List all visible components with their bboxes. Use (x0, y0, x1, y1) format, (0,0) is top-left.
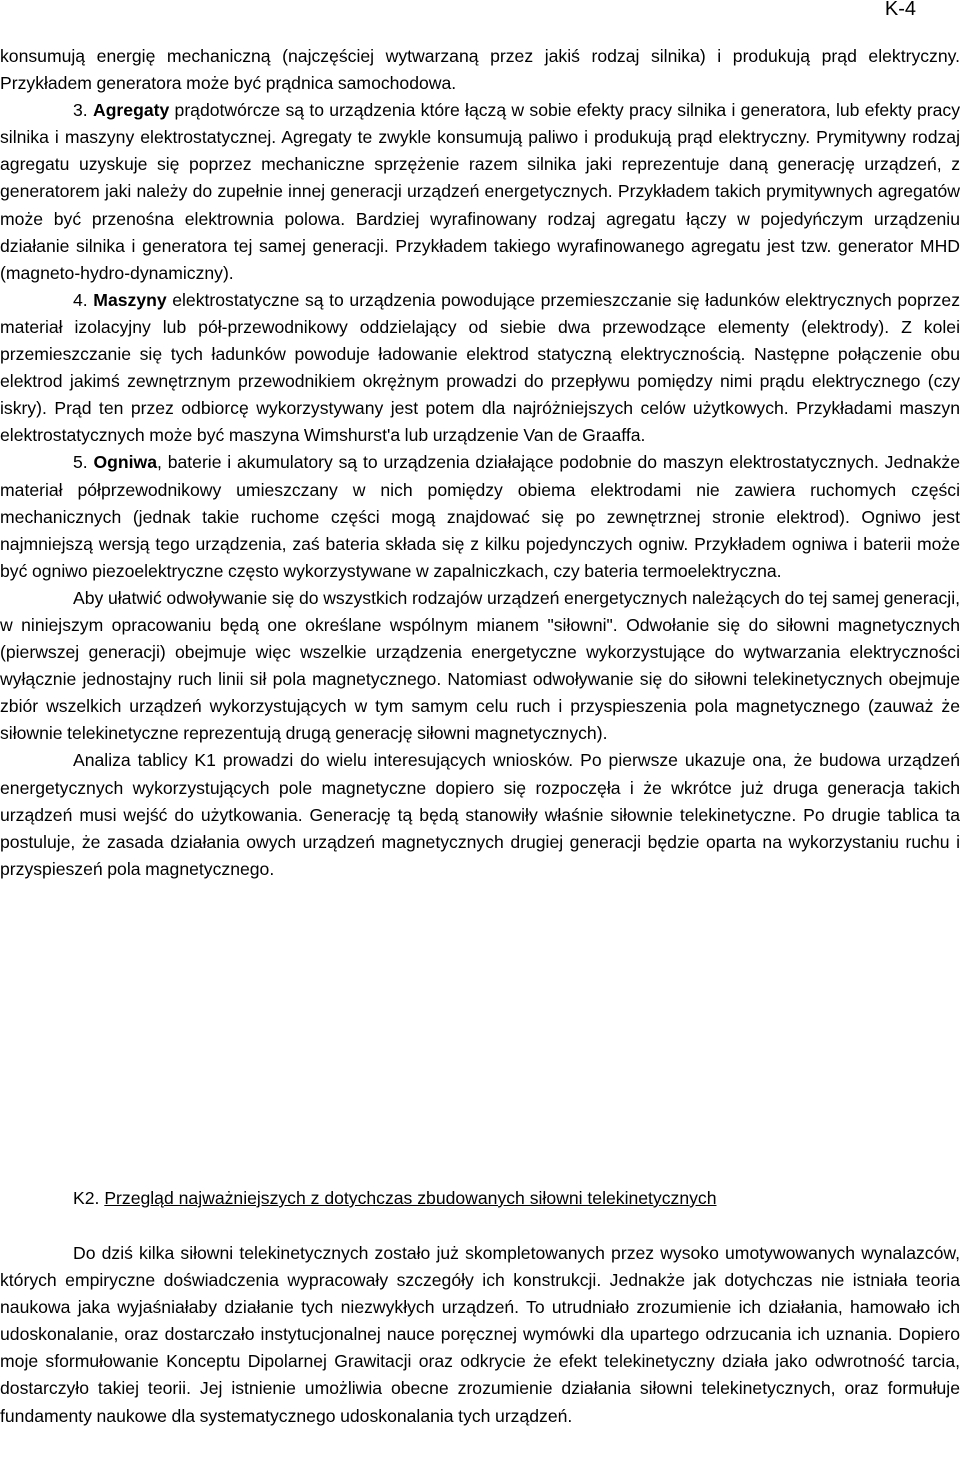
paragraph-silownie: Aby ułatwić odwoływanie się do wszystkich rodzajów urządzeń energetycznych należących do tej samej generacji, w niniejszym opracowaniu będą one określane wspólnym mianem "siłowni". Odwołanie się do siłowni magnetycznych (pierwszej generacji) obejmuje więc wszelkie urządzenia energetyczne wykorzystujące do wytwarzania elektryczności wyłącznie jednostajny ruch linii sił pola magnetycznego. Natomiast odwoływanie się do siłowni telekinetycznych obejmuje zbiór wszelkich urządzeń wykorzystujących w tym samym celu ruch i przyspieszenia pola magnetycznego (zauważ że siłownie telekinetyczne reprezentują drugą generację siłowni magnetycznych). (0, 587, 960, 744)
item-term: Maszyny (93, 289, 167, 310)
paragraph-analiza: Analiza tablicy K1 prowadzi do wielu interesujących wniosków. Po pierwsze ukazuje ona, że budowa urządzeń energetycznych wykorzystujących pole magnetyczne dopiero się rozpoczęła i że wkrótce już druga generacja takich urządzeń musi wejść do użytkowania. Generację tą będą stanowiły właśnie siłownie telekinetyczne. Po drugie tablica ta postuluje, że zasada działania owych urządzeń magnetycznych drugiej generacji będzie oparta na wykorzystaniu ruchu i przyspieszeń pola magnetycznego. (0, 750, 960, 879)
section-title: Przegląd najważniejszych z dotychczas zbudowanych siłowni telekinetycznych (104, 1188, 717, 1208)
page-number: K-4 (884, 0, 916, 20)
item-number: 3. (73, 100, 88, 121)
item-term: Agregaty (92, 100, 170, 121)
item-text: prądotwórcze są to urządzenia które łączą w sobie efekty pracy silnika i generatora, lub efekty pracy silnika i maszyny elektrostatycznej. Agregaty te zwykle konsumują paliwo i produkują prąd elektryczny. Prymitywny rodzaj agregatu uzyskuje się poprzez mechaniczne sprzężenie razem silnika jaki reprezentuje daną generację urządzeń, z generatorem jaki należy do zupełnie innej generacji urządzeń energetycznych. Przykładem takich prymitywnych agregatów może być przenośna elektrownia polowa. Bardziej wyrafinowany rodzaj agregatu łączy w pojedyńczym urządzeniu działanie silnika i generatora tej samej generacji. Przykładem takiego wyrafinowanego agregatu jest tzw. generator MHD (magneto-hydro-dynamiczny). (0, 100, 960, 283)
item-number: 4. (73, 289, 88, 310)
paragraph-item-3 (0, 97, 960, 287)
body-text (0, 43, 960, 883)
paragraph-intro: konsumują energię mechaniczną (najczęściej wytwarzaną przez jakiś rodzaj silnika) i produkują prąd elektryczny. Przykładem generatora może być prądnica samochodowa. (0, 46, 960, 94)
section-heading (73, 1185, 717, 1212)
paragraph-item-4 (0, 287, 960, 450)
body-text-section (0, 1240, 960, 1430)
item-text: elektrostatyczne są to urządzenia powodujące przemieszczanie się ładunków elektrycznych poprzez materiał izolacyjny lub pół-przewodnikowy oddzielający od siebie dwa przewodzące elementy (elektrody). Z kolei przemieszczanie się tych ładunków powoduje ładowanie elektrod statyczną elektrycznością. Następne połączenie obu elektrod jakimś zewnętrznym przewodnikiem okrężnym prowadzi do przepływu pomiędzy nimi prądu elektrycznego (czy iskry). Prąd ten przez odbiorcę wykorzystywany jest potem dla najróżniejszych celów użytkowych. Przykładami maszyn elektrostatycznych może być maszyna Wimshurst'a lub urządzenie Van de Graaffa. (0, 289, 960, 446)
item-text: , baterie i akumulatory są to urządzenia działające podobnie do maszyn elektrostatycznych. Jednakże materiał półprzewodnikowy umieszczany w nich pomiędzy obiema elektrodami nie zawiera ruchomych części mechanicznych (jednak takie ruchome części mogą znajdować się po zewnętrznej stronie elektrod). Ogniwo jest najmniejszą wersją tego urządzenia, zaś bateria składa się z kilku pojedynczych ogniw. Przykładem ogniwa i baterii może być ogniwo piezoelektryczne często wykorzystywane w zapalniczkach, czy bateria termoelektryczna. (0, 452, 960, 581)
item-term: Ogniwa (93, 452, 158, 473)
section-number: K2. (73, 1188, 100, 1208)
item-number: 5. (73, 452, 88, 473)
paragraph-final: Do dziś kilka siłowni telekinetycznych zostało już skompletowanych przez wysoko umotywowanych wynalazców, których empiryczne doświadczenia wypracowały szczegóły ich konstrukcji. Jednakże jak dotychczas nie istniała teoria naukowa jaka wyjaśniałaby działanie tych niezwykłych urządzeń. To utrudniało zrozumienie ich działania, hamowało ich udoskonalanie, oraz dostarczało instytucjonalnej nauce poręcznej wymówki dla upartego odrzucania ich uznania. Dopiero moje sformułowanie Konceptu Dipolarnej Grawitacji oraz odkrycie że efekt telekinetyczny działa jako odwrotność tarcia, dostarczyło takiej teorii. Jej istnienie umożliwia obecne zrozumienie działania siłowni telekinetycznych, oraz formułuje fundamenty naukowe dla systematycznego udoskonalania tych urządzeń. (0, 1243, 960, 1426)
paragraph-item-5 (0, 449, 960, 584)
